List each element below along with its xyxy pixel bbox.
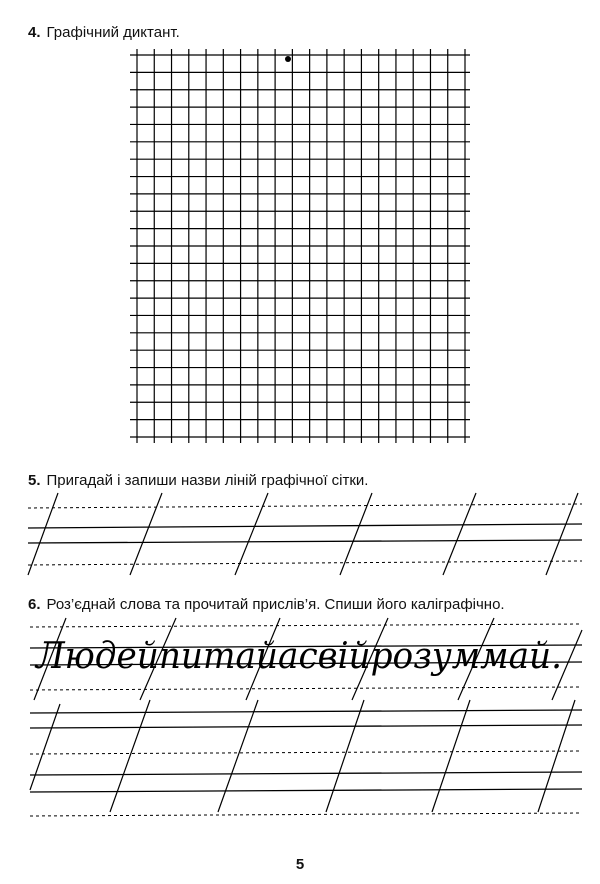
dashed-line bbox=[30, 751, 582, 754]
slant-line bbox=[538, 700, 575, 812]
page-number: 5 bbox=[295, 856, 305, 873]
dashed-line bbox=[30, 813, 582, 816]
dashed-line bbox=[30, 687, 582, 690]
slant-line bbox=[110, 700, 150, 812]
task-4-text: Графічний диктант. bbox=[46, 24, 180, 41]
task-5-number: 5. bbox=[28, 472, 41, 489]
slant-line bbox=[326, 700, 364, 812]
solid-line bbox=[30, 710, 582, 713]
task-4-number: 4. bbox=[28, 24, 41, 41]
solid-line bbox=[30, 772, 582, 775]
slant-line bbox=[432, 700, 470, 812]
task-6-number: 6. bbox=[28, 596, 41, 613]
task-6-text: Роз’єднай слова та прочитай прислів’я. Спиши його каліграфічно. bbox=[46, 596, 505, 613]
solid-line bbox=[30, 789, 582, 792]
solid-line bbox=[30, 725, 582, 728]
slant-line bbox=[218, 700, 258, 812]
dashed-line bbox=[30, 624, 582, 627]
handwritten-proverb: Людейпитайасвійрозуммай. bbox=[34, 636, 562, 677]
task-5-text: Пригадай і запиши назви ліній графічної сітки. bbox=[46, 472, 369, 489]
slant-line bbox=[30, 704, 60, 790]
